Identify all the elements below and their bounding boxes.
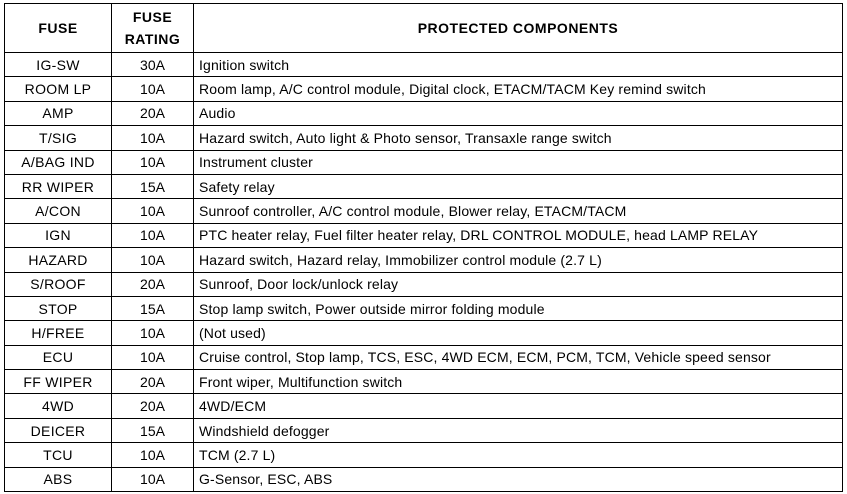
table-row bbox=[5, 199, 843, 223]
fuse-name-cell: S/ROOF bbox=[5, 272, 112, 296]
fuse-name-cell: AMP bbox=[5, 101, 112, 125]
table-row bbox=[5, 467, 843, 491]
fuse-name-cell: T/SIG bbox=[5, 126, 112, 150]
protected-components-cell: PTC heater relay, Fuel filter heater relay, DRL CONTROL MODULE, head LAMP RELAY bbox=[194, 223, 843, 247]
header-fuse-rating bbox=[112, 4, 194, 53]
fuse-name-cell: STOP bbox=[5, 296, 112, 320]
fuse-rating-cell: 20A bbox=[112, 370, 194, 394]
fuse-rating-cell: 20A bbox=[112, 101, 194, 125]
fuse-name-cell: A/BAG IND bbox=[5, 150, 112, 174]
protected-components-cell: Instrument cluster bbox=[194, 150, 843, 174]
fuse-name-cell: TCU bbox=[5, 443, 112, 467]
fuse-rating-cell: 10A bbox=[112, 77, 194, 101]
protected-components-cell: Audio bbox=[194, 101, 843, 125]
table-row bbox=[5, 345, 843, 369]
protected-components-cell: Windshield defogger bbox=[194, 418, 843, 442]
table-row bbox=[5, 272, 843, 296]
protected-components-cell: Sunroof, Door lock/unlock relay bbox=[194, 272, 843, 296]
table-row bbox=[5, 394, 843, 418]
fuse-name-cell: A/CON bbox=[5, 199, 112, 223]
protected-components-cell: TCM (2.7 L) bbox=[194, 443, 843, 467]
table-row bbox=[5, 101, 843, 125]
fuse-name-cell: ABS bbox=[5, 467, 112, 491]
header-protected-components: PROTECTED COMPONENTS bbox=[194, 4, 843, 53]
fuse-rating-cell: 10A bbox=[112, 223, 194, 247]
table-row bbox=[5, 443, 843, 467]
protected-components-cell: Stop lamp switch, Power outside mirror folding module bbox=[194, 296, 843, 320]
fuse-rating-cell: 10A bbox=[112, 248, 194, 272]
protected-components-cell: Front wiper, Multifunction switch bbox=[194, 370, 843, 394]
table-row bbox=[5, 53, 843, 77]
fuse-rating-cell: 10A bbox=[112, 199, 194, 223]
fuse-name-cell: IGN bbox=[5, 223, 112, 247]
protected-components-cell: Hazard switch, Hazard relay, Immobilizer control module (2.7 L) bbox=[194, 248, 843, 272]
fuse-name-cell: FF WIPER bbox=[5, 370, 112, 394]
protected-components-cell: Hazard switch, Auto light & Photo sensor, Transaxle range switch bbox=[194, 126, 843, 150]
fuse-rating-cell: 15A bbox=[112, 296, 194, 320]
fuse-rating-cell: 10A bbox=[112, 321, 194, 345]
protected-components-cell: (Not used) bbox=[194, 321, 843, 345]
fuse-name-cell: DEICER bbox=[5, 418, 112, 442]
table-row bbox=[5, 126, 843, 150]
protected-components-cell: 4WD/ECM bbox=[194, 394, 843, 418]
fuse-name-cell: H/FREE bbox=[5, 321, 112, 345]
protected-components-cell: G-Sensor, ESC, ABS bbox=[194, 467, 843, 491]
table-body bbox=[5, 53, 843, 492]
fuse-rating-cell: 10A bbox=[112, 345, 194, 369]
fuse-name-cell: ECU bbox=[5, 345, 112, 369]
table-row bbox=[5, 77, 843, 101]
protected-components-cell: Ignition switch bbox=[194, 53, 843, 77]
protected-components-cell: Cruise control, Stop lamp, TCS, ESC, 4WD ECM, ECM, PCM, TCM, Vehicle speed sensor bbox=[194, 345, 843, 369]
table-row bbox=[5, 248, 843, 272]
header-rating-line1: FUSE bbox=[132, 9, 173, 25]
fuse-name-cell: 4WD bbox=[5, 394, 112, 418]
header-row bbox=[5, 4, 843, 53]
protected-components-cell: Sunroof controller, A/C control module, Blower relay, ETACM/TACM bbox=[194, 199, 843, 223]
fuse-rating-cell: 30A bbox=[112, 53, 194, 77]
fuse-rating-cell: 20A bbox=[112, 272, 194, 296]
fuse-rating-cell: 10A bbox=[112, 150, 194, 174]
fuse-name-cell: HAZARD bbox=[5, 248, 112, 272]
fuse-rating-cell: 15A bbox=[112, 174, 194, 198]
header-rating-line2: RATING bbox=[124, 31, 181, 47]
fuse-name-cell: ROOM LP bbox=[5, 77, 112, 101]
fuse-table bbox=[4, 3, 843, 492]
fuse-rating-cell: 10A bbox=[112, 443, 194, 467]
fuse-rating-cell: 10A bbox=[112, 467, 194, 491]
protected-components-cell: Room lamp, A/C control module, Digital clock, ETACM/TACM Key remind switch bbox=[194, 77, 843, 101]
table-row bbox=[5, 370, 843, 394]
fuse-rating-cell: 15A bbox=[112, 418, 194, 442]
fuse-name-cell: IG-SW bbox=[5, 53, 112, 77]
table-row bbox=[5, 150, 843, 174]
fuse-rating-cell: 20A bbox=[112, 394, 194, 418]
table-row bbox=[5, 418, 843, 442]
fuse-rating-cell: 10A bbox=[112, 126, 194, 150]
table-header bbox=[5, 4, 843, 53]
table-row bbox=[5, 174, 843, 198]
table-row bbox=[5, 296, 843, 320]
table-row bbox=[5, 223, 843, 247]
table-row bbox=[5, 321, 843, 345]
fuse-name-cell: RR WIPER bbox=[5, 174, 112, 198]
header-fuse: FUSE bbox=[5, 4, 112, 53]
protected-components-cell: Safety relay bbox=[194, 174, 843, 198]
